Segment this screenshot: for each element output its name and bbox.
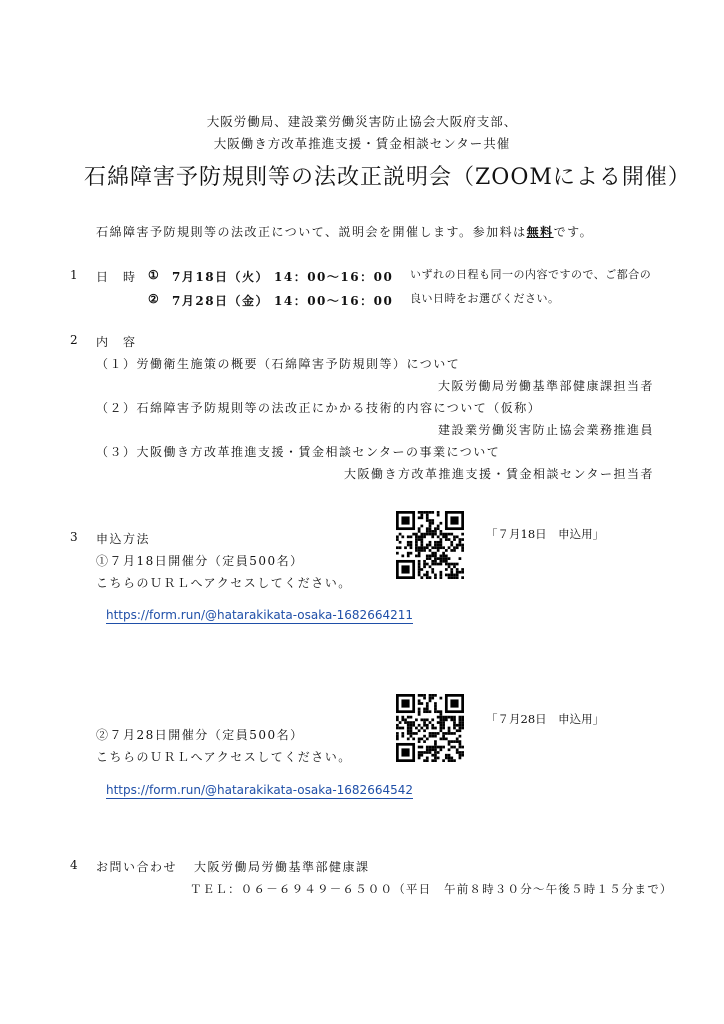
content-item-1-title: （１）労働衛生施策の概要（石綿障害予防規則等）について — [96, 357, 461, 371]
qr-code-icon — [396, 694, 464, 762]
page-title: 石綿障害予防規則等の法改正説明会（ZOOMによる開催） — [84, 165, 691, 190]
session-1-heading: ①７月18日開催分（定員500名） — [96, 554, 304, 568]
content-item-2-speaker: 建設業労働災害防止協会業務推進員 — [437, 423, 654, 437]
section-4-label: お問い合わせ — [96, 860, 178, 874]
content-item-3-title: （３）大阪働き方改革推進支援・賃金相談センターの事業について — [96, 445, 501, 459]
schedule-note-2: 良い日時をお選びください。 — [410, 292, 560, 305]
section-4-number: 4 — [70, 858, 80, 872]
schedule-1-time: 14：00～16：00 — [274, 270, 394, 284]
schedule-2-mark: ② — [148, 292, 161, 306]
qr-code-icon — [396, 511, 464, 579]
section-2-number: 2 — [70, 333, 80, 347]
session-2-instruction: こちらのＵＲＬへアクセスしてください。 — [96, 750, 352, 764]
intro-text — [96, 223, 593, 240]
section-1-label: 日 時 — [96, 270, 137, 284]
section-3-label: 申込方法 — [96, 532, 151, 546]
schedule-2-time: 14：00～16：00 — [274, 294, 394, 308]
schedule-1-date: 7月18日（火） — [172, 270, 270, 284]
session-2-qr-label: 「７月28日 申込用」 — [486, 712, 605, 726]
session-1-instruction: こちらのＵＲＬへアクセスしてください。 — [96, 576, 352, 590]
session-1-url-link[interactable]: https://form.run/@hatarakikata-osaka-1682664211 — [106, 608, 414, 622]
organizers-line-2: 大阪働き方改革推進支援・賃金相談センター共催 — [213, 136, 511, 151]
session-2-url-link[interactable]: https://form.run/@hatarakikata-osaka-1682664542 — [106, 783, 414, 797]
content-item-2-title: （２）石綿障害予防規則等の法改正にかかる技術的内容について（仮称） — [96, 401, 542, 415]
free-emphasis: 無料 — [526, 225, 554, 239]
content-item-1-speaker: 大阪労働局労働基準部健康課担当者 — [437, 379, 654, 393]
section-3-number: 3 — [70, 530, 80, 544]
schedule-2-date: 7月28日（金） — [172, 294, 270, 308]
schedule-note-1: いずれの日程も同一の内容ですので、ご都合の — [410, 268, 652, 281]
session-2-heading: ②７月28日開催分（定員500名） — [96, 728, 304, 742]
session-1-qr-label: 「７月18日 申込用」 — [486, 527, 605, 541]
section-2-label: 内 容 — [96, 335, 137, 349]
contact-tel: ＴＥＬ：０６－６９４９－６５００（平日 午前８時３０分～午後５時１５分まで） — [190, 882, 673, 896]
section-1-number: 1 — [70, 268, 80, 282]
schedule-1-mark: ① — [148, 268, 161, 282]
contact-office: 大阪労働局労働基準部健康課 — [194, 860, 370, 874]
intro-text-after: です。 — [553, 225, 594, 239]
intro-text-before: 石綿障害予防規則等の法改正について、説明会を開催します。参加料は — [96, 225, 527, 239]
organizers-line-1: 大阪労働局、建設業労働災害防止協会大阪府支部、 — [206, 114, 518, 129]
content-item-3-speaker: 大阪働き方改革推進支援・賃金相談センター担当者 — [343, 467, 654, 481]
